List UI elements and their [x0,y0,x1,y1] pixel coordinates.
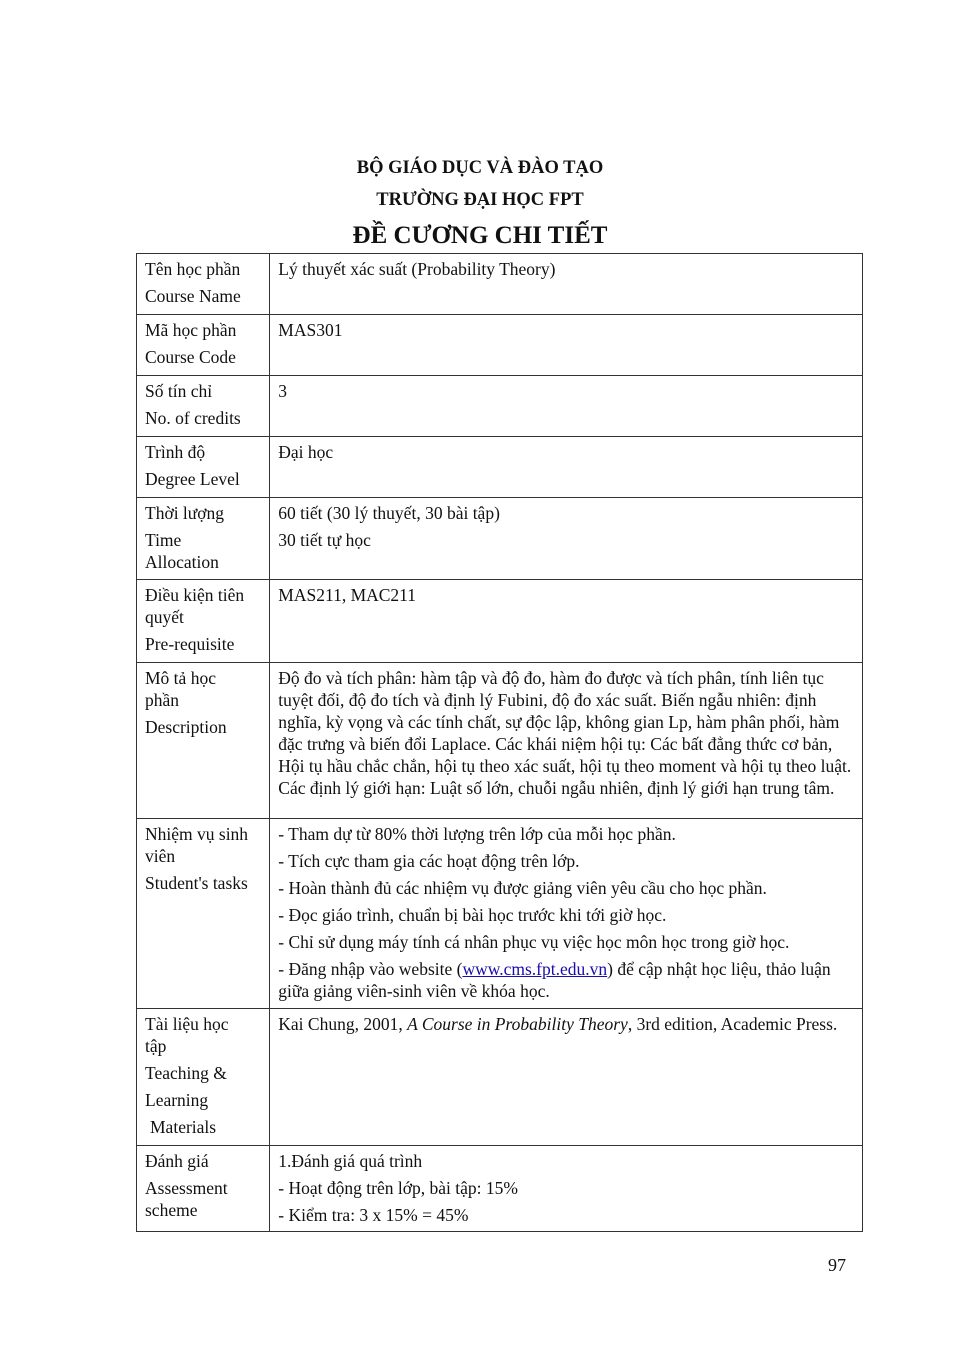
label-vi: phần [145,690,180,710]
row-description [137,663,863,819]
label-en: Allocation [145,552,219,572]
row-degree-level [137,437,863,498]
label-vi: Thời lượng [145,503,225,523]
time-self-study: 30 tiết tự học [278,530,371,550]
task-item: - Chỉ sử dụng máy tính cá nhân phục vụ việc học môn học trong giờ học. [278,932,790,952]
label-cell [137,437,270,498]
label-cell [137,580,270,663]
assessment-item: 1.Đánh giá quá trình [278,1151,423,1171]
label-vi: Nhiệm vụ sinh [145,824,249,844]
cms-website-link[interactable]: www.cms.fpt.edu.vn [462,959,608,979]
time-allocation-value [270,498,863,580]
row-student-tasks [137,819,863,1009]
assessment-value [270,1146,863,1232]
reference-author: Kai Chung, 2001, [278,1014,408,1034]
label-vi: quyết [145,607,184,627]
label-en: Learning [145,1090,209,1110]
label-vi: Mô tả học [145,668,216,688]
task-item [278,958,854,1002]
label-en: Teaching & [145,1063,227,1083]
task-item: - Tích cực tham gia các hoạt động trên lớp. [278,851,580,871]
prerequisite-value: MAS211, MAC211 [270,580,863,663]
label-en: Student's tasks [145,873,248,893]
label-en: Course Code [145,347,236,367]
label-vi: Đánh giá [145,1151,209,1171]
reference-title: A Course in Probability Theory [407,1014,628,1034]
label-en: Assessment [145,1178,228,1198]
degree-level-value: Đại học [270,437,863,498]
label-cell [137,663,270,819]
assessment-item: - Kiểm tra: 3 x 15% = 45% [278,1205,469,1225]
label-en: scheme [145,1200,198,1220]
label-vi: Mã học phần [145,320,237,340]
task-text: ) để cập nhật học liệu, thảo luận giữa giảng viên-sinh viên về khóa học. [278,959,831,1001]
label-vi: Tên học phần [145,259,241,279]
document-title: ĐỀ CƯƠNG CHI TIẾT [352,222,608,249]
label-en: Pre-requisite [145,634,235,654]
student-tasks-value [270,819,863,1009]
ministry-heading: BỘ GIÁO DỤC VÀ ĐÀO TẠO [356,158,604,178]
label-cell [137,498,270,580]
task-text: - Đăng nhập vào website ( [278,959,463,979]
description-value: Độ đo và tích phân: hàm tập và độ đo, hàm đo được và tích phân, tính liên tục tuyệt đối, độ đo tích và định lý Fubini, độ đo xác suất. Biến ngẫu nhiên: định nghĩa, kỳ vọng và các tính chất, sự độc lập, không gian Lp, hàm phân phối, hàm đặc trưng và biến đổi Laplace. Các khái niệm hội tụ: Các bất đẳng thức cơ bản, Hội tụ hầu chắc chắn, hội tụ theo xác suất, hội tụ theo moment và hội tụ theo luật. Các định lý giới hạn: Luật số lớn, chuỗi ngẫu nhiên, định lý giới hạn trung tâm. [270,663,863,819]
reference-publisher: , 3rd edition, Academic Press. [627,1014,838,1034]
label-vi: Số tín chỉ [145,381,213,401]
row-prerequisite [137,580,863,663]
label-cell [137,819,270,1009]
label-vi: Tài liệu học [145,1014,229,1034]
label-cell [137,1146,270,1232]
university-heading: TRƯỜNG ĐẠI HỌC FPT [376,190,584,210]
label-en: Description [145,717,227,737]
label-cell [137,1009,270,1146]
label-en: Time [145,530,182,550]
row-time-allocation [137,498,863,580]
label-vi: tập [145,1036,167,1056]
course-code-value: MAS301 [270,315,863,376]
row-course-name [137,254,863,315]
task-item: - Tham dự từ 80% thời lượng trên lớp của mỗi học phần. [278,824,676,844]
page-number: 97 [828,1255,846,1275]
row-credits [137,376,863,437]
label-en: Degree Level [145,469,240,489]
label-vi: Điều kiện tiên [145,585,245,605]
row-course-code [137,315,863,376]
row-assessment [137,1146,863,1232]
task-item: - Hoàn thành đủ các nhiệm vụ được giảng viên yêu cầu cho học phần. [278,878,767,898]
label-en: No. of credits [145,408,241,428]
course-name-value: Lý thuyết xác suất (Probability Theory) [270,254,863,315]
label-cell [137,315,270,376]
time-total: 60 tiết (30 lý thuyết, 30 bài tập) [278,503,500,523]
syllabus-table [136,253,863,1232]
row-materials [137,1009,863,1146]
materials-value [270,1009,863,1146]
label-en: Course Name [145,286,241,306]
label-cell [137,376,270,437]
assessment-item: - Hoạt động trên lớp, bài tập: 15% [278,1178,518,1198]
label-en: Materials [150,1117,217,1137]
label-cell [137,254,270,315]
task-item: - Đọc giáo trình, chuẩn bị bài học trước khi tới giờ học. [278,905,667,925]
label-vi: viên [145,846,176,866]
credits-value: 3 [270,376,863,437]
label-vi: Trình độ [145,442,206,462]
